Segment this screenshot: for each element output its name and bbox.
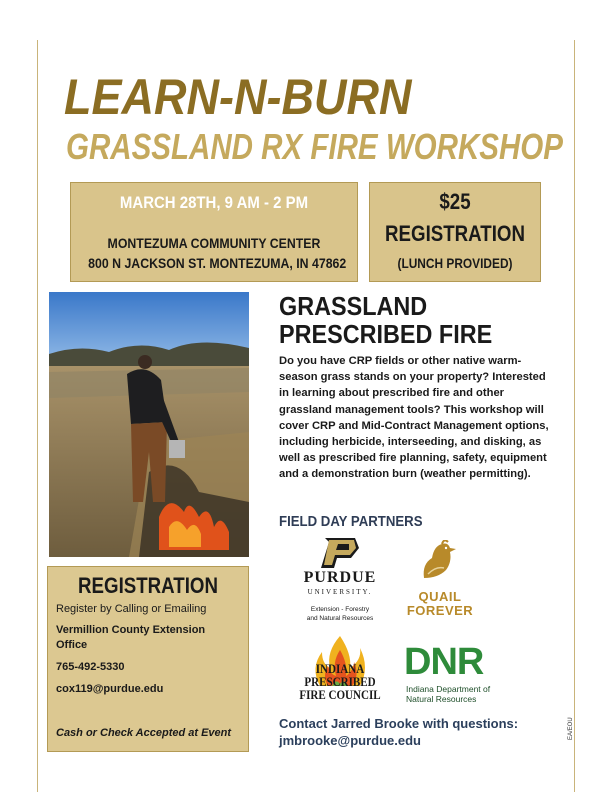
left-border-line (37, 40, 38, 792)
contact-email[interactable]: jmbrooke@purdue.edu (279, 733, 421, 748)
registration-email[interactable]: cox119@purdue.edu (56, 683, 164, 695)
section-title-line2: PRESCRIBED FIRE (279, 319, 493, 349)
purdue-dept-line1: Extension - Forestry (310, 606, 370, 613)
dnr-line1: Indiana Department of (406, 684, 491, 694)
contact-line: Contact Jarred Brooke with questions: (279, 716, 519, 731)
purdue-university: UNIVERSITY. (307, 588, 373, 596)
registration-office-line1: Vermillion County Extension (56, 624, 206, 636)
section-body: Do you have CRP fields or other native warm-season grass stands on your property? Interested in learning about prescribed fire and other grassland management tools? This workshop will cover CRP and Mid-Contract Management options, including herbicide, interseeding, and disking, as well as prescribed fire planning, safety, equipment and a demonstration burn (weather permitting). (279, 355, 549, 481)
ipfc-line1: INDIANA (315, 661, 365, 676)
registration-instruction: Register by Calling or Emailing (56, 603, 207, 615)
price-note: (LUNCH PROVIDED) (397, 255, 513, 271)
quail-forever-line1: QUAIL (418, 589, 462, 604)
document-code: EA/EOU (568, 717, 574, 740)
registration-title: REGISTRATION (78, 573, 218, 598)
page-subtitle: GRASSLAND RX FIRE WORKSHOP (66, 126, 563, 167)
registration-phone[interactable]: 765-492-5330 (56, 661, 125, 673)
right-border-line (574, 40, 575, 792)
event-details-box (70, 182, 358, 282)
price-amount: $25 (439, 189, 471, 214)
page-title: LEARN-N-BURN (64, 69, 412, 125)
dnr-abbr: DNR (404, 641, 484, 683)
purdue-p-icon (321, 538, 359, 568)
registration-office-line2: Office (56, 639, 88, 651)
dnr-line2: Natural Resources (406, 694, 477, 704)
quail-forever-logo (400, 540, 480, 620)
ipfc-line3: FIRE COUNCIL (299, 687, 381, 702)
section-title-line1: GRASSLAND (279, 291, 428, 321)
price-box (369, 182, 541, 282)
purdue-name: PURDUE (303, 569, 377, 586)
ipfc-line2: PRESCRIBED (304, 674, 376, 689)
quail-icon (418, 540, 462, 580)
quail-forever-line2: FOREVER (406, 603, 474, 618)
price-label: REGISTRATION (385, 221, 525, 246)
registration-payment-note: Cash or Check Accepted at Event (56, 727, 232, 739)
purdue-dept-line2: and Natural Resources (306, 615, 374, 622)
event-date-time: MARCH 28TH, 9 AM - 2 PM (119, 193, 309, 212)
registration-box (47, 566, 249, 752)
dnr-logo (404, 641, 514, 706)
section-title (279, 292, 492, 348)
purdue-logo (290, 538, 390, 628)
prescribed-burn-photo (49, 292, 249, 557)
event-address: 800 N JACKSON ST. MONTEZUMA, IN 47862 (88, 255, 347, 271)
ipfc-logo (288, 634, 392, 712)
partners-label: FIELD DAY PARTNERS (279, 513, 423, 530)
event-venue: MONTEZUMA COMMUNITY CENTER (107, 235, 321, 251)
